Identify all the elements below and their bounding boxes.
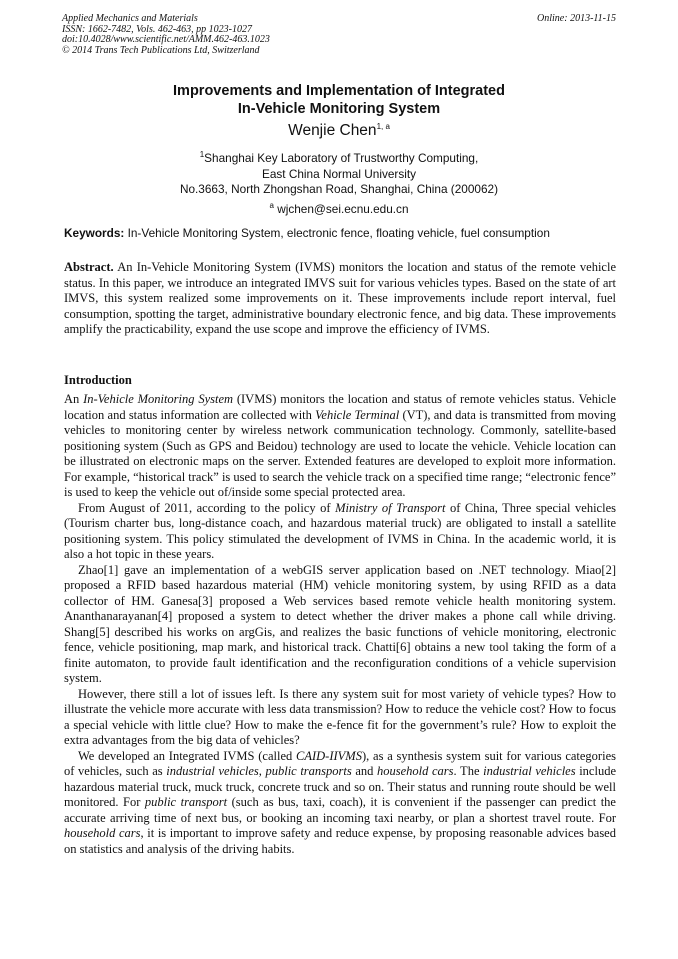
abstract-label: Abstract. (64, 260, 114, 274)
journal-name: Applied Mechanics and Materials (62, 13, 198, 24)
author-superscript: 1, a (376, 122, 390, 131)
keywords-label: Keywords: (64, 226, 125, 240)
affiliation-block (0, 147, 678, 217)
affiliation-line-2: East China Normal University (261, 166, 417, 181)
author-name: Wenjie Chen (288, 122, 377, 140)
intro-paragraph-1: An In-Vehicle Monitoring System (IVMS) monitors the location and status of remote vehicles status. Vehicle location and status information are collected with Vehicle Terminal (VT), and data is transmitted from moving vehicles to monitoring center by wireless network communication technology. Commonly, satellite-based positioning system (Such as GPS and Beidou) technology are used to locate the vehicle. Vehicle location can be illustrated on electronic maps on the server. Extended features are developed to exploit more information. For example, “historical track” is used to search the vehicle track on a specified time range; “electronic fence” is used to keep the vehicle out of/inside some special protected area. (64, 392, 616, 499)
online-date: Online: 2013-11-15 (537, 13, 616, 24)
affiliation-line-1: Shanghai Key Laboratory of Trustworthy Computing, (204, 150, 479, 165)
copyright-line: © 2014 Trans Tech Publications Ltd, Switzerland (62, 44, 260, 56)
intro-paragraph-2: From August of 2011, according to the policy of Ministry of Transport of China, Three special vehicles (Tourism charter bus, long-distance coach, and hazardous material truck) are obligated to install a satellite positioning system. This policy stimulated the development of IVMS in China. In the academic world, it is also a hot topic in these years. (64, 500, 616, 561)
intro-paragraph-4: However, there still a lot of issues left. Is there any system suit for most variety of vehicle types? How to illustrate the vehicle more accurate with less data transmission? How to reduce the vehicle cost? How to focus a special vehicle with little clue? How to make the e-fence fit for the government’s rule? How to exploit the extra advantages from the big data of vehicles? (64, 686, 616, 747)
author-email[interactable]: wjchen@sei.ecnu.edu.cn (277, 201, 409, 216)
doi-line: doi:10.4028/www.scientific.net/AMM.462-463.1023 (62, 34, 270, 45)
author-line (0, 122, 678, 140)
journal-header (62, 14, 616, 56)
introduction-heading: Introduction (64, 373, 132, 387)
title-line-2: In-Vehicle Monitoring System (237, 101, 441, 117)
abstract-text: An In-Vehicle Monitoring System (IVMS) monitors the location and status of the remote vehicle status. In this paper, we introduce an integrated IMVS suit for various vehicles types. Based on the state of art IMVS, this system realized some improvements on it. These improvements include report interval, fuel consumption, spotting the target, administrative boundary electronic fence, and big data. These improvements amplify the practicability, expand the use scope and improve the efficiency of IVMS. (64, 260, 617, 336)
affiliation-superscript: 1 (199, 150, 205, 159)
intro-paragraph-5: We developed an Integrated IVMS (called CAID-IIVMS), as a synthesis system suit for various categories of vehicles, such as industrial vehicles, public transports and household cars. The industrial vehicles include hazardous material truck, muck truck, concrete truck and so on. Their status and running route should be well monitored. For public transport (such as bus, taxi, coach), it is convenient if the passenger can predict the accurate arriving time of next bus, or booking an incoming taxi nearby, or plan a shortest travel route. For household cars, it is important to improve safety and reduce expense, by proposing reasonable advices based on statistics and analysis of the driving habits. (64, 748, 616, 856)
abstract-paragraph (64, 260, 616, 338)
title-line-1: Improvements and Implementation of Integrated (173, 83, 505, 99)
affiliation-line-3: No.3663, North Zhongshan Road, Shanghai, China (200062) (179, 182, 499, 197)
paper-title (0, 82, 678, 118)
introduction-body (64, 392, 616, 857)
intro-paragraph-3: Zhao[1] gave an implementation of a webGIS server application based on .NET technology. Miao[2] proposed a RFID based hazardous material (HM) vehicle monitoring system, by using RFID as a data collector of HM. Ganesa[3] proposed a Web services based remote vehicle health monitoring system. Ananthanarayanan[4] proposed a system to detect whether the driver makes a phone call while driving. Shang[5] described his works on argGis, and realizes the basic functions of vehicle monitoring, electronic fence, vehicle positioning, map mark, and historical track. Chatti[6] obtains a new tool taking the form of a finite automaton, to provide fault identification and the reconfiguration conditions of a vehicle supervision system. (64, 562, 616, 685)
email-superscript: a (269, 200, 274, 210)
keywords-text: In-Vehicle Monitoring System, electronic fence, floating vehicle, fuel consumption (127, 226, 550, 240)
issn-line: ISSN: 1662-7482, Vols. 462-463, pp 1023-1027 (62, 23, 252, 35)
keywords-line (64, 226, 616, 241)
